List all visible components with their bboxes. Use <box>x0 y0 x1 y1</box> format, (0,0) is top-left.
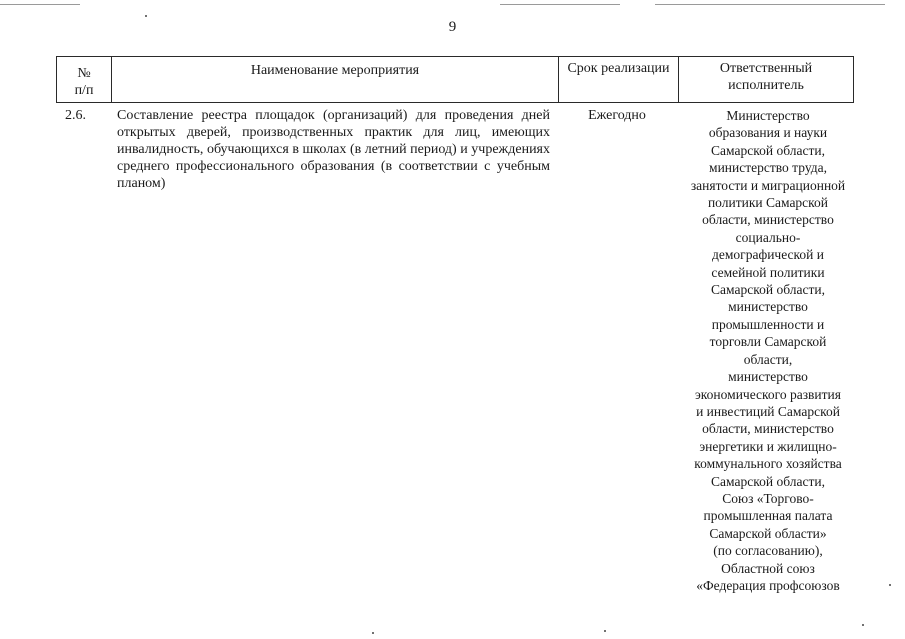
header-responsible-label: Ответственный исполнитель <box>719 61 813 93</box>
responsible-line: торговли Самарской <box>709 334 827 350</box>
responsible-line: энергетики и жилищно- <box>699 438 837 454</box>
scan-speck <box>889 584 891 586</box>
responsible-line: области, <box>743 351 793 367</box>
responsible-line: промышленности и <box>711 316 825 332</box>
header-number <box>57 57 112 102</box>
scan-edge-left <box>0 4 80 5</box>
responsible-line: Министерство <box>726 108 810 123</box>
row-number: 2.6. <box>65 108 86 123</box>
responsible-line: Самарской области, <box>711 142 825 158</box>
scan-edge-right <box>655 4 885 5</box>
scan-speck <box>372 632 374 634</box>
responsible-line: Самарской области, <box>711 473 825 489</box>
header-term-label: Срок реализации <box>567 61 670 76</box>
responsible-line: Областной союз <box>721 560 815 576</box>
scan-speck <box>145 15 147 17</box>
header-name <box>112 57 559 102</box>
responsible-line: области, министерство <box>702 421 834 437</box>
responsible-line: семейной политики <box>711 264 825 280</box>
responsible-line: образования и науки <box>708 125 828 141</box>
header-name-label: Наименование мероприятия <box>250 63 420 78</box>
responsible-line: демографической и <box>712 247 824 263</box>
scan-speck <box>604 630 606 632</box>
table-header <box>56 56 854 103</box>
responsible-line: занятости и миграционной <box>690 177 846 193</box>
responsible-line: социально- <box>735 229 801 245</box>
page-number: 9 <box>448 19 457 35</box>
scan-speck <box>862 624 864 626</box>
responsible-line: министерство <box>728 299 808 315</box>
responsible-line: области, министерство <box>702 212 834 228</box>
row-activity-name: Составление реестра площадок (организаций) для проведения дней открытых дверей, производственных практик для лиц, имеющих инвалидность, обучающихся в школах (в летний период) и учреждениях среднего профессионального образования (в соответствии с учебным планом) <box>117 108 550 191</box>
responsible-line: и инвестиций Самарской <box>696 403 840 419</box>
responsible-line: Самарской области, <box>711 282 825 298</box>
responsible-line: «Федерация профсоюзов <box>696 577 840 593</box>
responsible-line: министерство труда, <box>709 160 827 176</box>
responsible-line: промышленная палата <box>703 508 833 524</box>
responsible-line: экономического развития <box>695 386 841 402</box>
header-responsible <box>679 57 853 102</box>
responsible-line: министерство <box>728 369 808 385</box>
responsible-line: Союз «Торгово- <box>722 490 814 506</box>
responsible-line: (по согласованию), <box>713 543 823 559</box>
header-number-label: № п/п <box>74 66 94 98</box>
scan-edge-mid <box>500 4 620 5</box>
responsible-line: коммунального хозяйства <box>694 456 842 472</box>
row-term: Ежегодно <box>588 108 646 123</box>
row-responsible <box>681 107 855 594</box>
header-term <box>559 57 679 102</box>
responsible-line: политики Самарской <box>707 195 829 211</box>
responsible-line: Самарской области» <box>709 525 827 541</box>
